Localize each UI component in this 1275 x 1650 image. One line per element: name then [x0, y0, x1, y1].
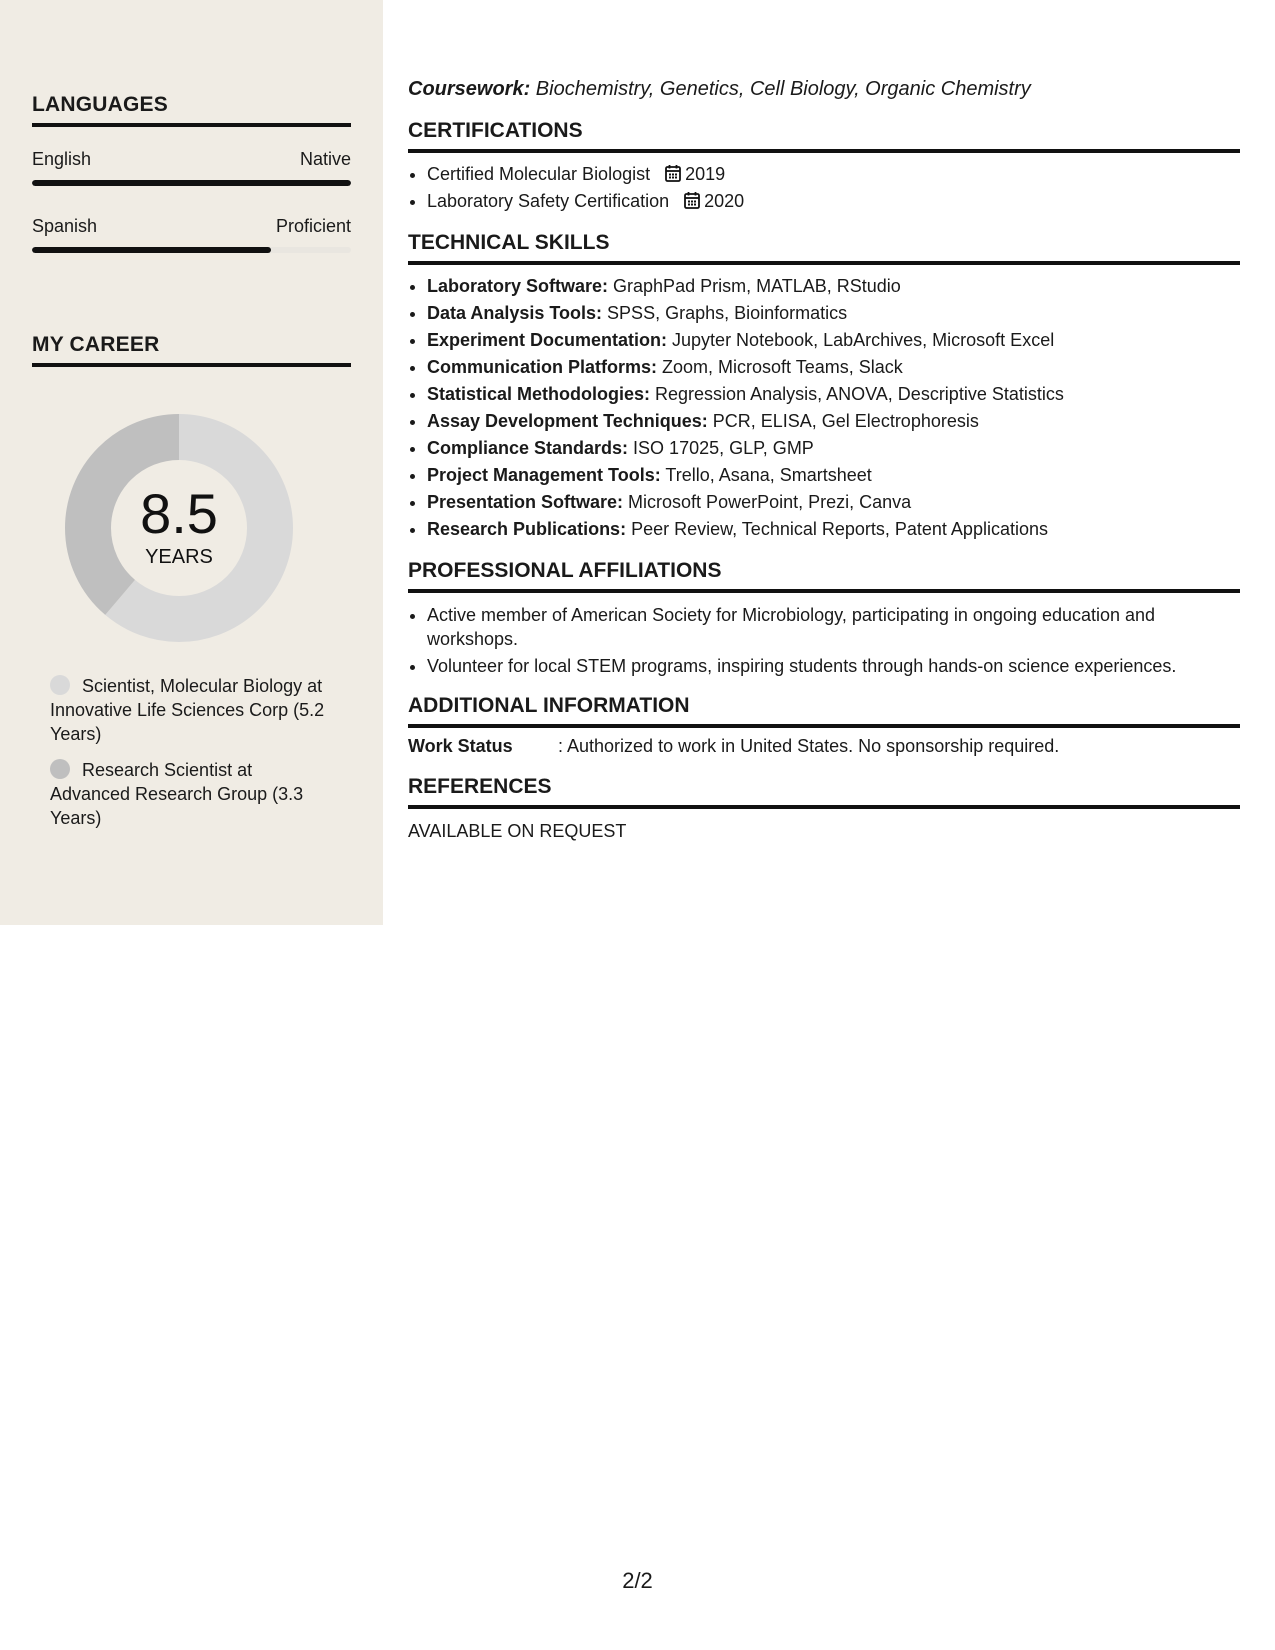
skill-item — [427, 273, 1240, 300]
certifications-list — [408, 161, 1240, 215]
language-level-fill — [32, 180, 351, 186]
skill-label: Research Publications: — [427, 519, 627, 539]
career-section — [32, 333, 351, 367]
language-level-fill — [32, 247, 271, 253]
certification-item — [427, 188, 1240, 215]
skill-value: Jupyter Notebook, LabArchives, Microsoft Excel — [667, 330, 1055, 350]
certification-year: 2019 — [685, 164, 726, 184]
technical-skills-heading: TECHNICAL SKILLS — [408, 231, 1240, 265]
career-heading: MY CAREER — [32, 333, 351, 367]
skill-value: PCR, ELISA, Gel Electrophoresis — [707, 411, 979, 431]
affiliations-heading: PROFESSIONAL AFFILIATIONS — [408, 559, 1240, 593]
coursework-label: Coursework: — [408, 78, 531, 100]
calendar-icon — [665, 164, 681, 182]
skill-value: Zoom, Microsoft Teams, Slack — [657, 357, 903, 377]
skill-label: Project Management Tools: — [427, 465, 661, 485]
language-item — [32, 216, 351, 253]
skill-label: Compliance Standards: — [427, 438, 629, 458]
skill-item — [427, 300, 1240, 327]
skill-item — [427, 462, 1240, 489]
skill-value: Regression Analysis, ANOVA, Descriptive Statistics — [650, 384, 1064, 404]
skill-value: ISO 17025, GLP, GMP — [628, 438, 814, 458]
additional-info-heading: ADDITIONAL INFORMATION — [408, 694, 1240, 728]
skill-label: Assay Development Techniques: — [427, 411, 708, 431]
skill-label: Communication Platforms: — [427, 357, 658, 377]
legend-dot-icon — [50, 759, 70, 779]
certification-name: Certified Molecular Biologist — [427, 164, 651, 184]
technical-skills-list — [408, 273, 1240, 543]
calendar-icon — [684, 191, 700, 209]
language-name: Spanish — [32, 216, 98, 236]
skill-item — [427, 516, 1240, 543]
skill-item — [427, 408, 1240, 435]
page-number: 2/2 — [622, 1568, 653, 1593]
legend-dot-icon — [50, 675, 70, 695]
coursework — [408, 78, 1240, 101]
skill-item — [427, 489, 1240, 516]
skill-label: Laboratory Software: — [427, 276, 609, 296]
affiliation-item: • Active member of American Society for Microbiology, participating in ongoing education and workshops. — [427, 603, 1240, 651]
skill-value: Peer Review, Technical Reports, Patent Applications — [626, 519, 1048, 539]
skill-value: Trello, Asana, Smartsheet — [660, 465, 872, 485]
language-item — [32, 149, 351, 186]
language-name: English — [32, 149, 92, 169]
career-total-unit: YEARS — [145, 546, 213, 568]
references-text: AVAILABLE ON REQUEST — [408, 821, 627, 841]
certification-name: Laboratory Safety Certification — [427, 191, 670, 211]
language-level: Native — [299, 149, 351, 169]
skill-item — [427, 327, 1240, 354]
skill-value: SPSS, Graphs, Bioinformatics — [602, 303, 848, 323]
career-total-value: 8.5 — [140, 482, 218, 545]
language-level-bar — [32, 247, 351, 253]
skill-item — [427, 381, 1240, 408]
career-legend — [50, 674, 330, 830]
certification-year: 2020 — [704, 191, 745, 211]
references-heading: REFERENCES — [408, 775, 1240, 809]
career-legend-item — [50, 758, 330, 830]
skill-item — [427, 435, 1240, 462]
career-legend-text: Scientist, Molecular Biology at Innovative Life Sciences Corp (5.2 Years) — [50, 676, 325, 744]
affiliations-list — [408, 603, 1240, 678]
sidebar — [0, 0, 383, 925]
skill-label: Statistical Methodologies: — [427, 384, 651, 404]
work-status-value: : Authorized to work in United States. No sponsorship required. — [558, 736, 1060, 756]
language-level-bar — [32, 180, 351, 186]
certification-item — [427, 161, 1240, 188]
skill-label: Experiment Documentation: — [427, 330, 668, 350]
affiliation-item: • Volunteer for local STEM programs, inspiring students through hands-on science experiences. — [427, 654, 1240, 678]
skill-label: Presentation Software: — [427, 492, 624, 512]
career-total — [65, 484, 293, 569]
skill-value: GraphPad Prism, MATLAB, RStudio — [608, 276, 901, 296]
career-donut-chart — [65, 414, 293, 642]
skill-item — [427, 354, 1240, 381]
languages-section — [32, 93, 351, 253]
certifications-heading: CERTIFICATIONS — [408, 119, 1240, 153]
career-legend-item — [50, 674, 330, 746]
skill-label: Data Analysis Tools: — [427, 303, 603, 323]
languages-heading: LANGUAGES — [32, 93, 351, 127]
language-level: Proficient — [275, 216, 351, 236]
main-content — [408, 78, 1240, 842]
coursework-text: Biochemistry, Genetics, Cell Biology, Organic Chemistry — [530, 78, 1031, 100]
work-status-row — [408, 736, 1240, 757]
skill-value: Microsoft PowerPoint, Prezi, Canva — [623, 492, 912, 512]
work-status-label: Work Status — [408, 736, 513, 756]
career-legend-text: Research Scientist at Advanced Research Group (3.3 Years) — [50, 760, 304, 828]
